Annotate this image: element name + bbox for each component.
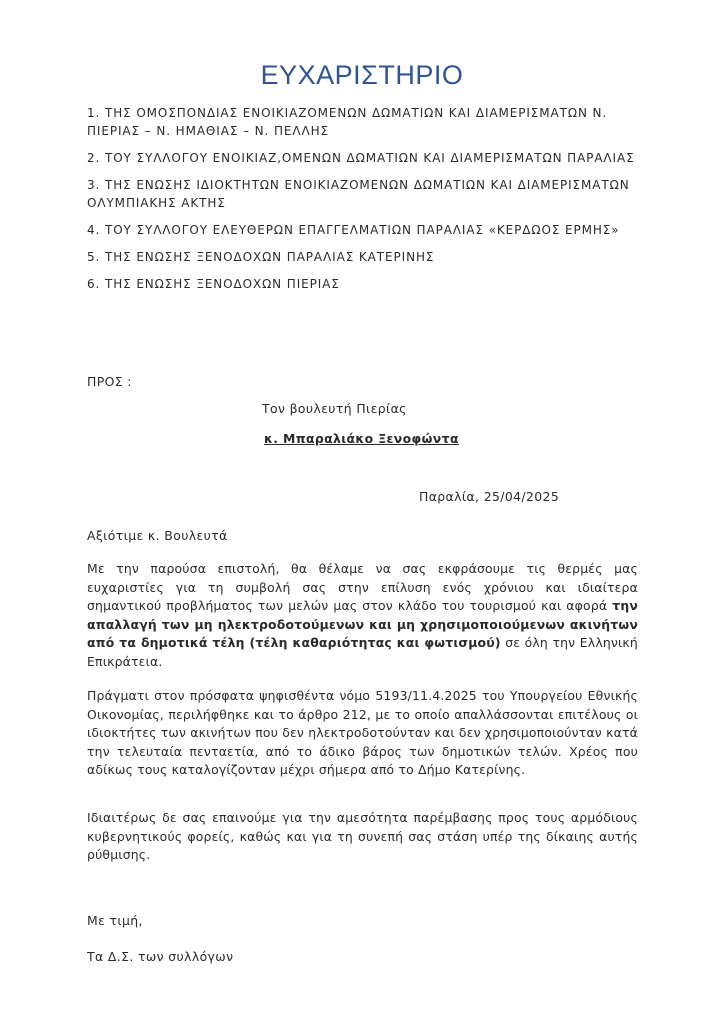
recipient-role: Τον βουλευτή Πιερίας bbox=[262, 401, 407, 416]
paragraph-thanks-text: Με την παρούσα επιστολή, θα θέλαμε να σας εκφράσουμε τις θερμές μας ευχαριστίες για τη συμβολή σας στην επίλυση ενός χρόνιου και ιδιαίτερα σημαντικού προβλήματος των μελών μας στον κλάδο του τουρισμού και αφορά bbox=[87, 561, 638, 613]
to-label: ΠΡΟΣ : bbox=[87, 374, 132, 389]
recipient-name: κ. Μπαραλιάκο Ξενοφώντα bbox=[264, 431, 459, 446]
paragraph-thanks-end: σε όλη την Ελληνική Επικράτεια. bbox=[87, 635, 638, 669]
sender-item: 2. ΤΟΥ ΣΥΛΛΟΓΟΥ ΕΝΟΙΚΙΑΖ,ΟΜΕΝΩΝ ΔΩΜΑΤΙΩΝ ΚΑΙ ΔΙΑΜΕΡΙΣΜΑΤΩΝ ΠΑΡΑΛΙΑΣ bbox=[87, 151, 635, 165]
paragraph-thanks bbox=[87, 560, 638, 671]
paragraph-thanks-bold: την απαλλαγή των μη ηλεκτροδοτούμενων και μη χρησιμοποιούμενων ακινήτων από τα δημοτικά τέλη (τέλη καθαριότητας και φωτισμού) bbox=[87, 598, 638, 650]
paragraph-praise: Ιδιαιτέρως δε σας επαινούμε για την αμεσότητα παρέμβασης προς τους αρμόδιους κυβερνητικούς φορείς, καθώς και για τη συνεπή σας στάση υπέρ της δίκαιης αυτής ρύθμισης. bbox=[87, 810, 638, 862]
closing: Με τιμή, bbox=[87, 913, 143, 928]
sender-item: 6. ΤΗΣ ΕΝΩΣΗΣ ΞΕΝΟΔΟΧΩΝ ΠΙΕΡΙΑΣ bbox=[87, 277, 340, 291]
sender-item: 4. ΤΟΥ ΣΥΛΛΟΓΟΥ ΕΛΕΥΘΕΡΩΝ ΕΠΑΓΓΕΛΜΑΤΙΩΝ ΠΑΡΑΛΙΑΣ «ΚΕΡΔΩΟΣ ΕΡΜΗΣ» bbox=[87, 223, 620, 237]
senders-list bbox=[87, 104, 647, 302]
salutation: Αξιότιμε κ. Βουλευτά bbox=[87, 528, 228, 543]
letter-title: ΕΥΧΑΡΙΣΤΗΡΙΟ bbox=[260, 60, 464, 90]
place-date: Παραλία, 25/04/2025 bbox=[419, 489, 560, 504]
sender-item: 5. ΤΗΣ ΕΝΩΣΗΣ ΞΕΝΟΔΟΧΩΝ ΠΑΡΑΛΙΑΣ ΚΑΤΕΡΙΝΗΣ bbox=[87, 250, 435, 264]
paragraph-law: Πράγματι στον πρόσφατα ψηφισθέντα νόμο 5193/11.4.2025 του Υπουργείου Εθνικής Οικονομίας, περιλήφθηκε και το άρθρο 212, με το οποίο απαλλάσσονται επιτέλους οι ιδιοκτήτες των ακινήτων που δεν ηλεκτροδοτούνταν και δεν χρησιμοποιούνταν κατά την τελευταία πενταετία, από το άδικο βάρος των δημοτικών τελών. Χρέος που αδίκως τους καταλογίζονταν μέχρι σήμερα από το Δήμο Κατερίνης. bbox=[87, 688, 638, 777]
signature: Τα Δ.Σ. των συλλόγων bbox=[87, 949, 234, 964]
sender-item: 1. ΤΗΣ ΟΜΟΣΠΟΝΔΙΑΣ ΕΝΟΙΚΙΑΖΟΜΕΝΩΝ ΔΩΜΑΤΙΩΝ ΚΑΙ ΔΙΑΜΕΡΙΣΜΑΤΩΝ Ν. ΠΙΕΡΙΑΣ – Ν. ΗΜΑΘΙΑΣ – Ν. ΠΕΛΛΗΣ bbox=[87, 106, 608, 138]
sender-item: 3. ΤΗΣ ΕΝΩΣΗΣ ΙΔΙΟΚΤΗΤΩΝ ΕΝΟΙΚΙΑΖΟΜΕΝΩΝ ΔΩΜΑΤΙΩΝ ΚΑΙ ΔΙΑΜΕΡΙΣΜΑΤΩΝ ΟΛΥΜΠΙΑΚΗΣ ΑΚΤΗΣ bbox=[87, 178, 630, 210]
